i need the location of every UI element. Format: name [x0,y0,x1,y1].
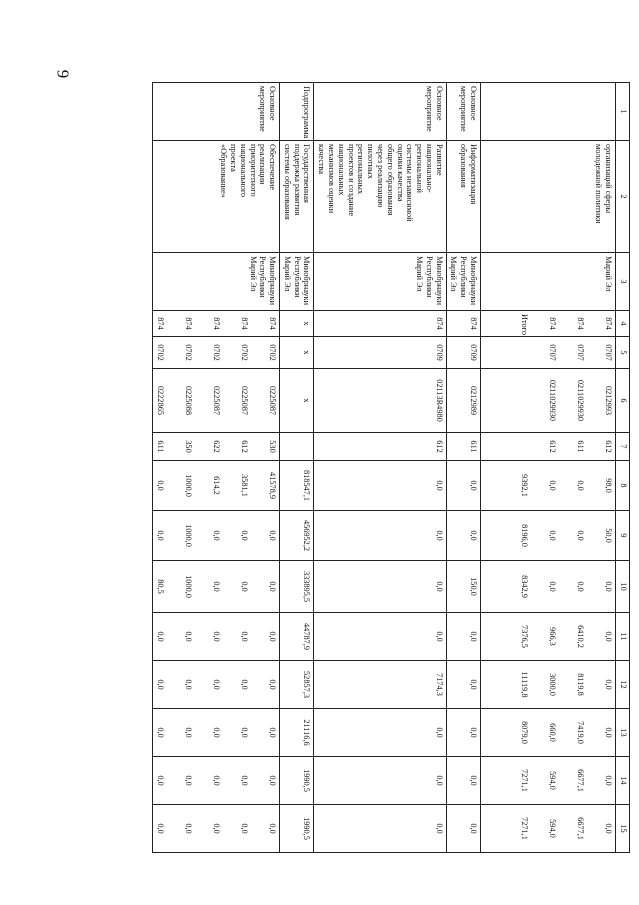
value-cell-col-7 [280,433,314,461]
page-number: 9 [53,69,73,79]
cell-value: 7419,0 [576,721,585,744]
cell-value: 0,0 [184,631,194,642]
cell-value: 0,0 [469,775,478,786]
cell-value: 1000,0 [184,524,194,547]
cell-value: 0,0 [434,775,444,786]
cell-value: 0212989 [469,385,478,416]
cell-value: 7174,3 [434,673,444,696]
cell-value: 594,0 [548,819,557,838]
cell-value: 0,0 [469,530,478,541]
cell-value: x [302,398,312,403]
cell-value: 0,0 [604,679,613,690]
value-cell-col-10 [314,561,446,613]
table-body [153,83,616,853]
cell-value: 0211029930 [576,379,585,422]
cell-value: 8079,0 [520,721,529,744]
value-cell-col-8 [153,461,280,511]
cell-value: 0,0 [240,775,250,786]
table-row [153,83,280,853]
value-cell-col-6 [446,369,480,433]
cell-value: 0225087 [240,385,250,416]
cell-value: Итого [520,314,529,336]
row-type-cell [481,83,616,141]
cell-value: 0,0 [184,679,194,690]
value-cell-col-9 [153,511,280,561]
cell-value: 0,0 [268,631,278,642]
row-name-cell: Обеспечение реализации приоритетного национального проекта «Образование» [153,141,280,253]
cell-value: 0,0 [548,530,557,541]
value-cell-col-10 [280,561,314,613]
cell-value: x [302,321,312,326]
cell-value: 614,2 [212,476,222,495]
column-header-13: 13 [616,709,630,757]
value-cell-col-10 [153,561,280,613]
cell-value: 0,0 [469,631,478,642]
cell-value: 0,0 [184,823,194,834]
table-row [314,83,446,853]
cell-value: 0707 [548,344,557,361]
cell-value: 02113R4980 [434,379,444,422]
value-cell-col-7 [153,433,280,461]
cell-value: x [302,350,312,355]
cell-value: 52857,3 [302,671,312,698]
value-cell-col-6 [481,369,616,433]
column-header-4: 4 [616,311,630,337]
value-cell-col-7 [314,433,446,461]
value-cell-col-11 [446,613,480,661]
cell-value: 0702 [268,344,278,361]
cell-value: 0702 [212,344,222,361]
value-cell-col-11 [481,613,616,661]
cell-value: 0,0 [469,679,478,690]
cell-value: 0,0 [212,775,222,786]
cell-value: 8196,0 [520,524,529,547]
row-type-cell: Основное мероприятие [153,83,280,141]
cell-value: 0,0 [212,727,222,738]
cell-value: 0,0 [212,823,222,834]
column-header-11: 11 [616,613,630,661]
cell-value: 0,0 [240,631,250,642]
cell-value: 0,0 [156,631,166,642]
value-cell-col-12 [446,661,480,709]
table-row [446,83,480,853]
value-cell-col-13 [481,709,616,757]
value-cell-col-6 [280,369,314,433]
cell-value: 0707 [576,344,585,361]
cell-value: 612 [240,440,250,453]
cell-value: 0,0 [434,530,444,541]
row-type-cell: Подпрограмма [280,83,314,141]
cell-value: 0,0 [604,631,613,642]
cell-value: 0,0 [240,679,250,690]
cell-value: 0,0 [576,480,585,491]
row-name-cell: Информатизация образования [446,141,480,253]
row-executor-cell: Минобрнауки Республики Марий Эл [280,253,314,311]
row-executor-cell: Минобрнауки Республики Марий Эл [314,253,446,311]
value-cell-col-8 [314,461,446,511]
cell-value: 3581,1 [240,474,250,497]
cell-value: 0,0 [548,480,557,491]
value-cell-col-14 [314,757,446,805]
cell-value: 612 [548,440,557,453]
cell-value: 456952,2 [302,519,312,552]
cell-value: 612 [604,440,613,453]
value-cell-col-12 [481,661,616,709]
value-cell-col-11 [280,613,314,661]
cell-value: 1000,0 [184,575,194,598]
cell-value: 0,0 [156,775,166,786]
cell-value: 1990,5 [302,769,312,792]
cell-value: 0709 [469,344,478,361]
cell-value: 6410,2 [576,625,585,648]
cell-value: 80,5 [156,579,166,594]
cell-value: 0,0 [156,679,166,690]
cell-value: 0,0 [604,823,613,834]
cell-value: 1990,5 [302,817,312,840]
cell-value: 622 [212,440,222,453]
cell-value: 0222865 [156,385,166,416]
row-type-cell: Основное мероприятие [446,83,480,141]
cell-value: 350 [184,440,194,453]
column-header-6: 6 [616,369,630,433]
value-cell-col-4 [481,311,616,337]
value-cell-col-5 [446,337,480,369]
value-cell-col-6 [314,369,446,433]
cell-value: 612 [434,440,444,453]
value-cell-col-9 [481,511,616,561]
row-executor-cell: Минобрнауки Республики Марий Эл [446,253,480,311]
table-row [481,83,616,853]
value-cell-col-15 [446,805,480,853]
cell-value: 0,0 [156,480,166,491]
cell-value: 0225087 [212,385,222,416]
cell-value: 0702 [184,344,194,361]
cell-value: 0,0 [212,581,222,592]
value-cell-col-14 [280,757,314,805]
value-cell-col-4 [280,311,314,337]
cell-value: 0,0 [434,631,444,642]
column-header-10: 10 [616,561,630,613]
value-cell-col-4 [446,311,480,337]
value-cell-col-6 [153,369,280,433]
value-cell-col-5 [314,337,446,369]
cell-value: 0,0 [434,727,444,738]
cell-value: 966,3 [548,627,557,646]
value-cell-col-12 [153,661,280,709]
value-cell-col-10 [446,561,480,613]
column-header-5: 5 [616,337,630,369]
value-cell-col-14 [153,757,280,805]
cell-value: 0,0 [212,631,222,642]
value-cell-col-8 [280,461,314,511]
cell-value: 0,0 [156,823,166,834]
cell-value: 0,0 [240,581,250,592]
row-type-cell: Основное мероприятие [314,83,446,141]
cell-value: 7271,1 [520,817,529,840]
cell-value: 0,0 [434,480,444,491]
cell-value: 0,0 [576,581,585,592]
cell-value: 7376,5 [520,625,529,648]
cell-value: 611 [156,440,166,453]
row-name-cell: организаций сферы молодежной политики [481,141,616,253]
value-cell-col-11 [314,613,446,661]
cell-value: 0,0 [576,530,585,541]
row-name-cell: Развитие национально- региональной системы независимой оценки качества общего образования через реализацию пилотных региональных проектов и создание национальных механизмов оценки качества [314,141,446,253]
cell-value: 874 [156,317,166,330]
budget-table [152,82,630,853]
column-header-7: 7 [616,433,630,461]
cell-value: 660,0 [548,723,557,742]
cell-value: 11119,8 [520,671,529,698]
cell-value: 0,0 [156,727,166,738]
column-header-1: 1 [616,83,630,141]
cell-value: 0,0 [469,727,478,738]
cell-value: 150,0 [469,577,478,596]
value-cell-col-15 [153,805,280,853]
cell-value: 0,0 [548,581,557,592]
column-header-14: 14 [616,757,630,805]
cell-value: 874 [548,317,557,330]
column-header-2: 2 [616,141,630,253]
column-header-8: 8 [616,461,630,511]
cell-value: 874 [604,317,613,330]
cell-value: 0,0 [156,530,166,541]
table-row [280,83,314,853]
cell-value: 0,0 [268,679,278,690]
value-cell-col-13 [446,709,480,757]
cell-value: 0,0 [212,679,222,690]
cell-value: 594,0 [548,771,557,790]
value-cell-col-15 [314,805,446,853]
cell-value: 98,0 [604,478,613,493]
cell-value: 0,0 [240,727,250,738]
cell-value: 874 [240,317,250,330]
column-header-3: 3 [616,253,630,311]
column-header-9: 9 [616,511,630,561]
rotated-table-container [108,82,630,852]
value-cell-col-5 [481,337,616,369]
cell-value: 0,0 [268,727,278,738]
value-cell-col-11 [153,613,280,661]
cell-value: 611 [469,440,478,453]
cell-value: 41578,9 [268,472,278,499]
cell-value: 874 [212,317,222,330]
cell-value: 611 [576,440,585,453]
cell-value: 874 [268,317,278,330]
value-cell-col-15 [481,805,616,853]
cell-value: 0702 [156,344,166,361]
cell-value: 8119,8 [576,673,585,696]
cell-value: 0,0 [268,823,278,834]
column-header-15: 15 [616,805,630,853]
cell-value: 874 [184,317,194,330]
cell-value: 0707 [604,344,613,361]
cell-value: 0,0 [240,823,250,834]
row-executor-cell: Марий Эл [481,253,616,311]
cell-value: 0,0 [604,727,613,738]
cell-value: 0,0 [434,581,444,592]
value-cell-col-12 [280,661,314,709]
cell-value: 0,0 [268,775,278,786]
cell-value: 0,0 [604,581,613,592]
value-cell-col-4 [153,311,280,337]
cell-value: 874 [434,317,444,330]
cell-value: 0,0 [212,530,222,541]
cell-value: 0225087 [268,385,278,416]
value-cell-col-10 [481,561,616,613]
value-cell-col-9 [446,511,480,561]
cell-value: 0,0 [184,775,194,786]
cell-value: 50,0 [604,528,613,543]
value-cell-col-8 [481,461,616,511]
cell-value: 44787,9 [302,623,312,650]
cell-value: 0,0 [240,530,250,541]
cell-value: 0,0 [268,530,278,541]
cell-value: 333895,5 [302,570,312,603]
cell-value: 0,0 [604,775,613,786]
cell-value: 0,0 [268,581,278,592]
value-cell-col-8 [446,461,480,511]
cell-value: 0,0 [469,480,478,491]
column-header-12: 12 [616,661,630,709]
row-executor-cell: Минобрнауки Республики Марий Эл [153,253,280,311]
cell-value: 0211029930 [548,379,557,422]
cell-value: 0709 [434,344,444,361]
cell-value: 6677,1 [576,817,585,840]
value-cell-col-9 [314,511,446,561]
cell-value: 0,0 [184,727,194,738]
value-cell-col-4 [314,311,446,337]
cell-value: 874 [469,317,478,330]
value-cell-col-14 [481,757,616,805]
value-cell-col-13 [314,709,446,757]
cell-value: 0702 [240,344,250,361]
row-name-cell: Государственная поддержка развития системы образования [280,141,314,253]
value-cell-col-5 [153,337,280,369]
cell-value: 9392,1 [520,474,529,497]
cell-value: 1000,0 [184,474,194,497]
cell-value: 3000,0 [548,673,557,696]
value-cell-col-13 [153,709,280,757]
cell-value: 6677,1 [576,769,585,792]
cell-value: 530 [268,440,278,453]
header-row [616,83,630,853]
value-cell-col-15 [280,805,314,853]
value-cell-col-7 [481,433,616,461]
cell-value: 0225088 [184,385,194,416]
value-cell-col-12 [314,661,446,709]
cell-value: 0,0 [434,823,444,834]
value-cell-col-7 [446,433,480,461]
cell-value: 0212993 [604,385,613,416]
cell-value: 874 [576,317,585,330]
value-cell-col-5 [280,337,314,369]
value-cell-col-13 [280,709,314,757]
cell-value: 7271,1 [520,769,529,792]
cell-value: 818547,1 [302,469,312,502]
value-cell-col-9 [280,511,314,561]
cell-value: 8342,9 [520,575,529,598]
cell-value: 21116,6 [302,719,312,746]
value-cell-col-14 [446,757,480,805]
cell-value: 0,0 [469,823,478,834]
